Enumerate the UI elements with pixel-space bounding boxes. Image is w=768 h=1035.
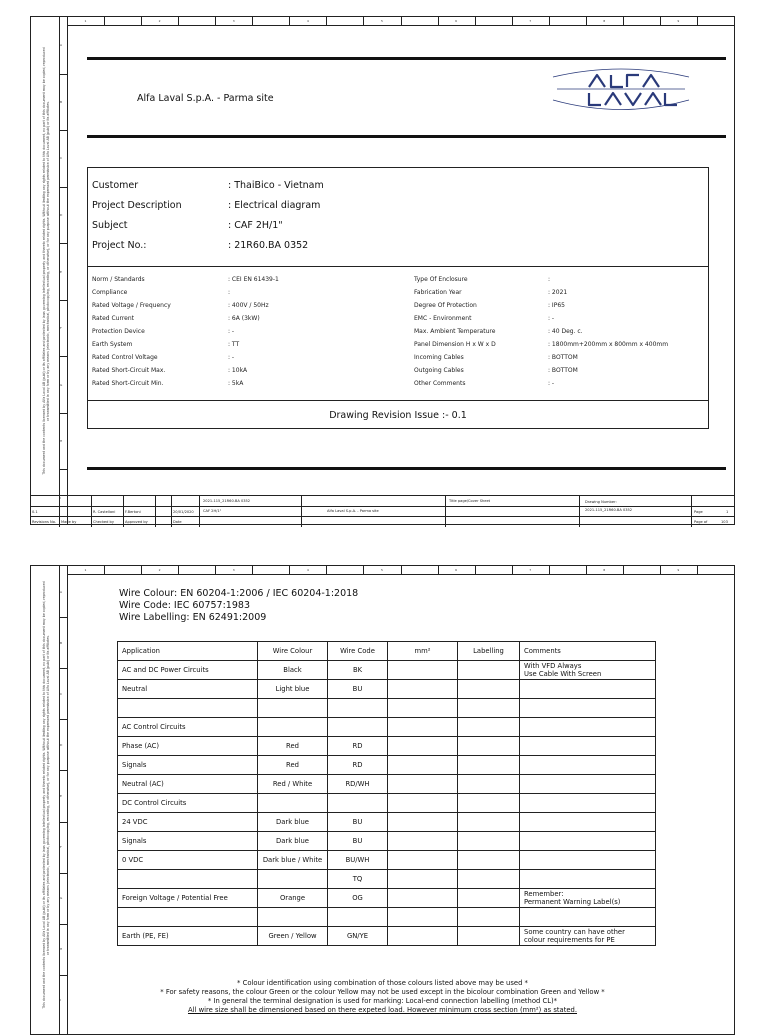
table-cell: Signals bbox=[118, 832, 258, 851]
column-tick bbox=[104, 17, 105, 25]
cover-sheet bbox=[30, 16, 735, 525]
table-cell: AC and DC Power Circuits bbox=[118, 661, 258, 680]
table-row bbox=[118, 718, 656, 737]
table-cell bbox=[520, 718, 656, 737]
table-cell bbox=[388, 851, 458, 870]
table-cell: Neutral (AC) bbox=[118, 775, 258, 794]
spec-value: : TT bbox=[228, 341, 240, 348]
column-label: 1 bbox=[84, 568, 87, 572]
table-cell: Foreign Voltage / Potential Free bbox=[118, 889, 258, 908]
column-tick bbox=[475, 17, 476, 25]
bottom-rule bbox=[87, 467, 726, 470]
column-tick bbox=[401, 566, 402, 574]
spec-value: : bbox=[228, 289, 231, 296]
column-label: 1 bbox=[84, 19, 87, 23]
table-cell: Remember: Permanent Warning Label(s) bbox=[520, 889, 656, 908]
row-label: I bbox=[60, 998, 61, 1003]
disclaimer-text: This document and the contents licensed by Alfa Laval AB (publ) or its affiliates and protected by laws governing intellectual property and thereto related rights. Without limiting any rights related to this document, no part of this document may be copied, reproduced or transmitted in any form or by any means (electronic, mechanical, photocopying, recording, or otherwise), or for any purpose without the expressed permission of Alfa Laval AB (publ) or its affiliates. bbox=[42, 581, 50, 1009]
column-header: Wire Code bbox=[328, 642, 388, 661]
row-tick bbox=[59, 243, 67, 244]
table-cell bbox=[458, 908, 520, 927]
table-cell bbox=[118, 908, 258, 927]
spec-value: : - bbox=[548, 380, 555, 387]
table-cell bbox=[388, 699, 458, 718]
table-cell: Phase (AC) bbox=[118, 737, 258, 756]
table-cell: Dark blue bbox=[258, 813, 328, 832]
row-label: B bbox=[60, 99, 63, 104]
column-tick bbox=[178, 17, 179, 25]
column-tick bbox=[363, 566, 364, 574]
table-cell bbox=[458, 680, 520, 699]
table-cell bbox=[388, 661, 458, 680]
column-tick bbox=[326, 566, 327, 574]
table-row bbox=[118, 680, 656, 699]
spec-value: : - bbox=[228, 328, 235, 335]
table-row bbox=[118, 756, 656, 775]
table-cell bbox=[520, 908, 656, 927]
table-cell bbox=[388, 756, 458, 775]
project-description-label: Project Description bbox=[92, 200, 182, 211]
table-cell: RD/WH bbox=[328, 775, 388, 794]
table-cell bbox=[258, 870, 328, 889]
revision-divider bbox=[88, 400, 708, 401]
column-tick bbox=[289, 566, 290, 574]
spec-label: Rated Control Voltage bbox=[92, 354, 158, 361]
column-label: 4 bbox=[306, 19, 309, 23]
column-tick bbox=[512, 566, 513, 574]
row-tick bbox=[59, 356, 67, 357]
table-cell: Some country can have other colour requirements for PE bbox=[520, 927, 656, 946]
column-tick bbox=[252, 566, 253, 574]
row-label: A bbox=[60, 589, 63, 594]
table-cell: BK bbox=[328, 661, 388, 680]
row-label: H bbox=[60, 439, 63, 444]
column-label: 6 bbox=[455, 568, 457, 572]
table-cell bbox=[328, 794, 388, 813]
column-label: 3 bbox=[232, 19, 235, 23]
company-name: Alfa Laval S.p.A. - Parma site bbox=[137, 93, 274, 104]
row-label: E bbox=[60, 269, 62, 274]
row-label: G bbox=[60, 382, 63, 387]
table-cell bbox=[388, 908, 458, 927]
row-tick bbox=[59, 873, 67, 874]
column-label: 6 bbox=[455, 19, 457, 23]
spec-label: Panel Dimension H x W x D bbox=[414, 341, 496, 348]
tb-rev: 0.1 bbox=[32, 510, 38, 514]
footnote-4: All wire size shall be dimensioned based on there expeted load. However minimum cross section (mm²) as stated. bbox=[187, 1006, 578, 1014]
row-label: D bbox=[60, 742, 63, 747]
column-label: 5 bbox=[380, 568, 383, 572]
spec-label: EMC - Environment bbox=[414, 315, 472, 322]
table-cell bbox=[328, 699, 388, 718]
column-label: 7 bbox=[529, 19, 532, 23]
tb-date: 20/01/2020 bbox=[173, 510, 194, 514]
table-row bbox=[118, 813, 656, 832]
project-info-box bbox=[87, 167, 709, 429]
spec-value: : 10kA bbox=[228, 367, 248, 374]
spec-value: : CEI EN 61439-1 bbox=[228, 276, 279, 283]
table-cell bbox=[258, 699, 328, 718]
column-header: Wire Colour bbox=[258, 642, 328, 661]
column-tick bbox=[438, 17, 439, 25]
table-cell bbox=[520, 775, 656, 794]
spec-value: : 40 Deg. c. bbox=[548, 328, 583, 335]
tb-checked-by: F.Bertoni bbox=[125, 510, 141, 514]
column-label: 8 bbox=[603, 19, 606, 23]
table-cell: RD bbox=[328, 737, 388, 756]
table-cell: Black bbox=[258, 661, 328, 680]
table-cell bbox=[458, 775, 520, 794]
spec-value: : BOTTOM bbox=[548, 354, 578, 361]
table-cell: OG bbox=[328, 889, 388, 908]
column-tick bbox=[623, 17, 624, 25]
table-cell: Red bbox=[258, 756, 328, 775]
info-divider bbox=[88, 266, 708, 267]
table-cell bbox=[520, 756, 656, 775]
column-label: 2 bbox=[158, 19, 161, 23]
alfa-laval-logo bbox=[551, 67, 691, 115]
column-tick bbox=[438, 566, 439, 574]
column-tick bbox=[141, 17, 142, 25]
tb-col-label: Checked by bbox=[93, 520, 114, 524]
spec-label: Fabrication Year bbox=[414, 289, 462, 296]
column-tick bbox=[215, 17, 216, 25]
row-tick bbox=[59, 469, 67, 470]
table-cell: With VFD Always Use Cable With Screen bbox=[520, 661, 656, 680]
table-header-row bbox=[118, 642, 656, 661]
table-cell bbox=[520, 832, 656, 851]
table-cell bbox=[258, 908, 328, 927]
column-tick bbox=[178, 566, 179, 574]
table-cell bbox=[520, 680, 656, 699]
disclaimer-sidebar bbox=[31, 566, 63, 1034]
tb-col-label: Approved by bbox=[125, 520, 148, 524]
spec-label: Outgoing Cables bbox=[414, 367, 464, 374]
spec-value: : - bbox=[548, 315, 555, 322]
table-cell bbox=[458, 718, 520, 737]
table-cell bbox=[520, 813, 656, 832]
column-label: 5 bbox=[380, 19, 383, 23]
row-label: I bbox=[60, 495, 61, 500]
column-tick bbox=[586, 566, 587, 574]
spec-value: : 1800mm+200mm x 800mm x 400mm bbox=[548, 341, 669, 348]
table-cell bbox=[388, 680, 458, 699]
column-tick bbox=[475, 566, 476, 574]
spec-label: Type Of Enclosure bbox=[414, 276, 468, 283]
table-row bbox=[118, 661, 656, 680]
table-cell bbox=[328, 718, 388, 737]
table-cell: Earth (PE, FE) bbox=[118, 927, 258, 946]
table-cell bbox=[388, 889, 458, 908]
column-label: 2 bbox=[158, 568, 161, 572]
spec-label: Protection Device bbox=[92, 328, 145, 335]
column-header: mm² bbox=[388, 642, 458, 661]
table-cell: BU bbox=[328, 680, 388, 699]
column-label: 9 bbox=[677, 19, 680, 23]
table-cell bbox=[458, 699, 520, 718]
row-label: H bbox=[60, 947, 63, 952]
column-tick bbox=[623, 566, 624, 574]
tb-sheet-title: Title page/Cover Sheet bbox=[449, 499, 491, 503]
table-cell: TQ bbox=[328, 870, 388, 889]
table-cell bbox=[458, 756, 520, 775]
spec-value: : bbox=[548, 276, 551, 283]
column-tick bbox=[289, 17, 290, 25]
tb-drawing-number: 2021-115_21R60.BA 0352 bbox=[585, 508, 633, 512]
table-cell bbox=[118, 699, 258, 718]
table-row bbox=[118, 889, 656, 908]
spec-label: Rated Short-Circuit Max. bbox=[92, 367, 166, 374]
table-cell bbox=[458, 851, 520, 870]
table-cell bbox=[520, 699, 656, 718]
disclaimer-text: This document and the contents licensed by Alfa Laval AB (publ) or its affiliates and protected by laws governing intellectual property and thereto related rights. Without limiting any rights related to this document, no part of this document may be copied, reproduced or transmitted in any form or by any means (electronic, mechanical, photocopying, recording, or otherwise), or for any purpose without the expressed permission of Alfa Laval AB (publ) or its affiliates. bbox=[42, 47, 50, 475]
table-row bbox=[118, 794, 656, 813]
row-ruler bbox=[59, 17, 68, 524]
subject-value: : CAF 2H/1" bbox=[228, 220, 283, 231]
table-cell bbox=[388, 718, 458, 737]
wire-code-standard: Wire Code: IEC 60757:1983 bbox=[119, 600, 250, 611]
table-row bbox=[118, 851, 656, 870]
revision-issue: Drawing Revision Issue :- 0.1 bbox=[329, 410, 467, 421]
spec-value: : 400V / 50Hz bbox=[228, 302, 269, 309]
column-tick bbox=[104, 566, 105, 574]
tb-site: Alfa Laval S.p.A. - Parma site bbox=[327, 509, 379, 513]
tb-page-of: 103 bbox=[721, 520, 728, 524]
table-cell bbox=[458, 661, 520, 680]
row-tick bbox=[59, 924, 67, 925]
row-tick bbox=[59, 130, 67, 131]
table-row bbox=[118, 908, 656, 927]
spec-label: Rated Current bbox=[92, 315, 135, 322]
column-tick bbox=[512, 17, 513, 25]
table-row bbox=[118, 927, 656, 946]
column-label: 8 bbox=[603, 568, 606, 572]
table-cell bbox=[458, 832, 520, 851]
wire-colour-standard: Wire Colour: EN 60204-1:2006 / IEC 60204-1:2018 bbox=[119, 588, 359, 599]
column-tick bbox=[401, 17, 402, 25]
table-cell bbox=[388, 813, 458, 832]
tb-col-label: Date bbox=[173, 520, 182, 524]
column-tick bbox=[660, 566, 661, 574]
table-cell: Dark blue bbox=[258, 832, 328, 851]
column-tick bbox=[549, 17, 550, 25]
column-tick bbox=[697, 566, 698, 574]
row-tick bbox=[59, 617, 67, 618]
table-cell: BU bbox=[328, 832, 388, 851]
spec-label: Max. Ambient Temperature bbox=[414, 328, 496, 335]
table-cell bbox=[520, 851, 656, 870]
spec-label: Rated Voltage / Frequency bbox=[92, 302, 171, 309]
table-cell: Neutral bbox=[118, 680, 258, 699]
customer-value: : ThaiBico - Vietnam bbox=[228, 180, 324, 191]
spec-value: : - bbox=[228, 354, 235, 361]
table-cell bbox=[458, 870, 520, 889]
row-label: G bbox=[60, 896, 63, 901]
table-cell bbox=[258, 718, 328, 737]
table-cell bbox=[118, 870, 258, 889]
row-label: C bbox=[60, 691, 63, 696]
table-cell bbox=[520, 737, 656, 756]
project-number-value: : 21R60.BA 0352 bbox=[228, 240, 309, 251]
row-tick bbox=[59, 822, 67, 823]
tb-drawing-ref: 2021-115_21R60.BA 0352 bbox=[203, 499, 251, 503]
table-row bbox=[118, 870, 656, 889]
table-cell bbox=[258, 794, 328, 813]
table-cell: Red / White bbox=[258, 775, 328, 794]
column-tick bbox=[252, 17, 253, 25]
row-label: A bbox=[60, 43, 63, 48]
disclaimer-sidebar bbox=[31, 17, 63, 524]
table-cell bbox=[458, 927, 520, 946]
table-cell bbox=[458, 813, 520, 832]
footnote-1: * Colour identification using combination of those colours listed above may be used * bbox=[237, 979, 528, 987]
table-cell bbox=[458, 737, 520, 756]
table-cell: 0 VDC bbox=[118, 851, 258, 870]
column-ruler bbox=[67, 566, 734, 575]
spec-value: : 5kA bbox=[228, 380, 244, 387]
column-tick bbox=[586, 17, 587, 25]
wire-colour-sheet bbox=[30, 565, 735, 1035]
column-header: Application bbox=[118, 642, 258, 661]
column-label: 3 bbox=[232, 568, 235, 572]
column-header: Labelling bbox=[458, 642, 520, 661]
tb-col-label: Made by bbox=[61, 520, 77, 524]
row-tick bbox=[59, 719, 67, 720]
spec-label: Compliance bbox=[92, 289, 128, 296]
row-label: C bbox=[60, 156, 63, 161]
tb-col-label: Revisions No. bbox=[32, 520, 56, 524]
subject-label: Subject bbox=[92, 220, 128, 231]
table-cell: DC Control Circuits bbox=[118, 794, 258, 813]
table-cell: RD bbox=[328, 756, 388, 775]
tb-page-label: Page bbox=[694, 510, 703, 514]
row-tick bbox=[59, 668, 67, 669]
footnote-2: * For safety reasons, the colour Green or the colour Yellow may not be used except in the bicolour combination Green and Yellow * bbox=[160, 988, 605, 996]
customer-label: Customer bbox=[92, 180, 139, 191]
table-cell bbox=[520, 870, 656, 889]
spec-value: : 2021 bbox=[548, 289, 568, 296]
table-cell bbox=[458, 794, 520, 813]
table-cell: Signals bbox=[118, 756, 258, 775]
table-row bbox=[118, 699, 656, 718]
table-row bbox=[118, 775, 656, 794]
table-cell: Orange bbox=[258, 889, 328, 908]
footnote-3: * In general the terminal designation is used for marking: Local-end connection labelling (method CL)* bbox=[207, 997, 558, 1005]
table-cell: Red bbox=[258, 737, 328, 756]
spec-value: : 6A (3kW) bbox=[228, 315, 260, 322]
table-row bbox=[118, 832, 656, 851]
tb-subject: CAF 2H/1" bbox=[203, 509, 222, 513]
table-cell bbox=[328, 908, 388, 927]
column-tick bbox=[660, 17, 661, 25]
row-tick bbox=[59, 413, 67, 414]
project-description-value: : Electrical diagram bbox=[228, 200, 321, 211]
title-block bbox=[31, 495, 734, 527]
row-tick bbox=[59, 975, 67, 976]
table-cell bbox=[388, 927, 458, 946]
tb-drawing-number-label: Drawing Number: bbox=[585, 500, 617, 504]
tb-made-by: R. Castellani bbox=[93, 510, 116, 514]
spec-value: : IP65 bbox=[548, 302, 565, 309]
table-cell: BU/WH bbox=[328, 851, 388, 870]
table-cell bbox=[388, 737, 458, 756]
column-tick bbox=[326, 17, 327, 25]
table-cell: Green / Yellow bbox=[258, 927, 328, 946]
row-ruler bbox=[59, 566, 68, 1034]
row-label: D bbox=[60, 212, 63, 217]
spec-label: Other Comments bbox=[414, 380, 466, 387]
project-number-label: Project No.: bbox=[92, 240, 147, 251]
column-tick bbox=[215, 566, 216, 574]
header-rule bbox=[87, 135, 726, 138]
column-tick bbox=[363, 17, 364, 25]
top-rule bbox=[87, 57, 726, 60]
table-cell bbox=[388, 832, 458, 851]
spec-label: Rated Short-Circuit Min. bbox=[92, 380, 164, 387]
spec-value: : BOTTOM bbox=[548, 367, 578, 374]
row-tick bbox=[59, 770, 67, 771]
table-cell bbox=[388, 870, 458, 889]
row-tick bbox=[59, 74, 67, 75]
column-label: 7 bbox=[529, 568, 532, 572]
table-cell: Dark blue / White bbox=[258, 851, 328, 870]
column-tick bbox=[549, 566, 550, 574]
tb-page: 1 bbox=[726, 510, 729, 514]
table-cell: AC Control Circuits bbox=[118, 718, 258, 737]
row-tick bbox=[59, 300, 67, 301]
table-cell bbox=[388, 794, 458, 813]
row-tick bbox=[59, 187, 67, 188]
tb-page-of-label: Page of bbox=[694, 520, 708, 524]
spec-label: Norm / Standards bbox=[92, 276, 145, 283]
column-label: 9 bbox=[677, 568, 680, 572]
wire-labelling-standard: Wire Labelling: EN 62491:2009 bbox=[119, 612, 267, 623]
column-tick bbox=[141, 566, 142, 574]
column-header: Comments bbox=[520, 642, 656, 661]
table-cell bbox=[520, 794, 656, 813]
row-label: F bbox=[60, 326, 62, 331]
row-label: B bbox=[60, 640, 63, 645]
table-cell: BU bbox=[328, 813, 388, 832]
column-tick bbox=[697, 17, 698, 25]
wire-colour-table bbox=[117, 641, 656, 946]
table-cell: Light blue bbox=[258, 680, 328, 699]
spec-label: Degree Of Protection bbox=[414, 302, 477, 309]
table-cell bbox=[388, 775, 458, 794]
table-cell bbox=[458, 889, 520, 908]
column-label: 4 bbox=[306, 568, 309, 572]
table-cell: GN/YE bbox=[328, 927, 388, 946]
spec-label: Earth System bbox=[92, 341, 133, 348]
column-ruler bbox=[67, 17, 734, 26]
row-label: F bbox=[60, 845, 62, 850]
spec-label: Incoming Cables bbox=[414, 354, 464, 361]
table-cell: 24 VDC bbox=[118, 813, 258, 832]
table-row bbox=[118, 737, 656, 756]
row-label: E bbox=[60, 794, 62, 798]
